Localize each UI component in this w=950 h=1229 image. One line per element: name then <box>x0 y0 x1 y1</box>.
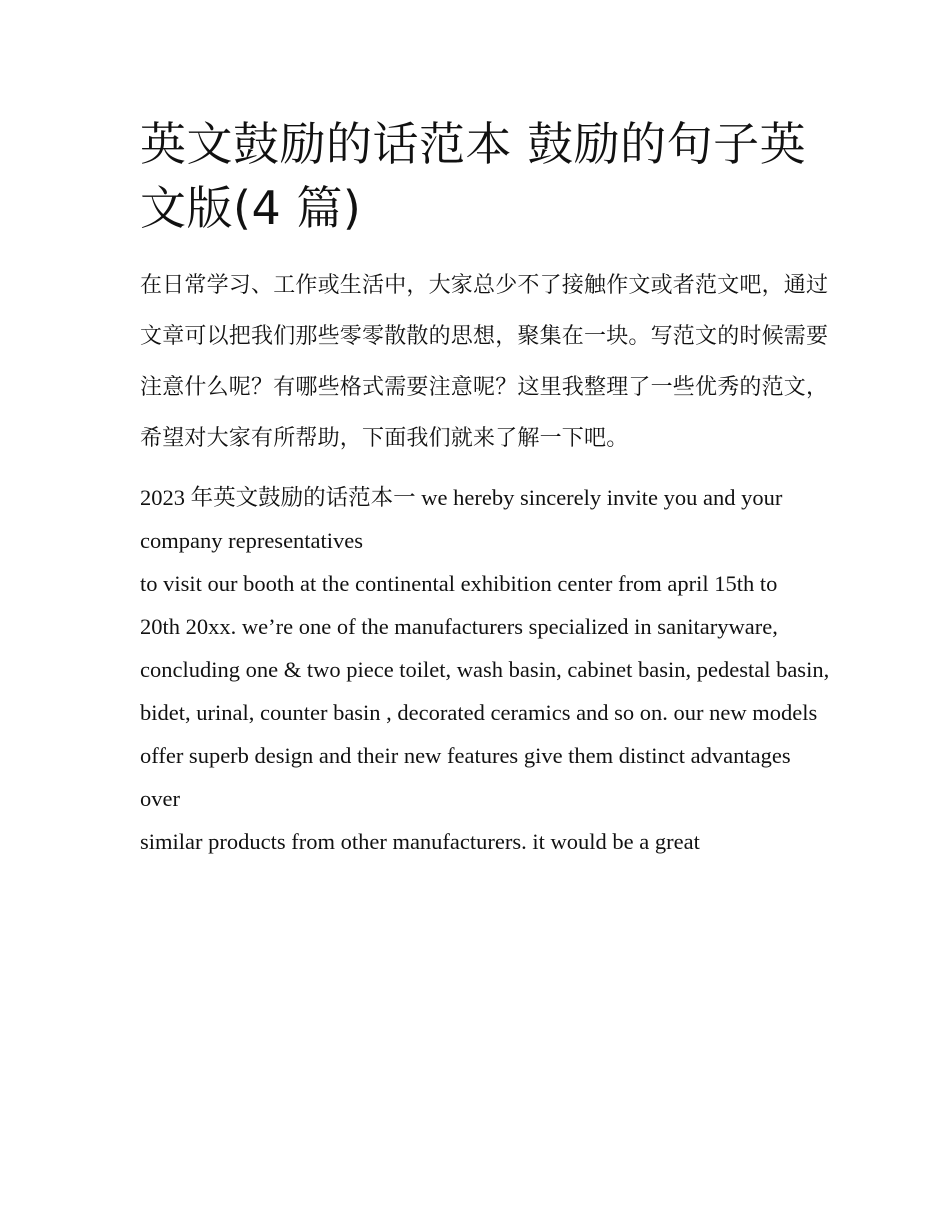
body-line: offer superb design and their new features give them distinct advantages over <box>140 743 791 811</box>
intro-paragraph: 在日常学习、工作或生活中，大家总少不了接触作文或者范文吧，通过文章可以把我们那些零零散散的思想，聚集在一块。写范文的时候需要注意什么呢？有哪些格式需要注意呢？这里我整理了一些优秀的范文，希望对大家有所帮助，下面我们就来了解一下吧。 <box>140 273 829 451</box>
body-line: to visit our booth at the continental exhibition center from april 15th to <box>140 571 778 596</box>
body-line: concluding one & two piece toilet, wash basin, cabinet basin, pedestal basin, <box>140 657 830 682</box>
body-line: similar products from other manufacturers. it would be a great <box>140 829 700 854</box>
document-page <box>140 112 830 863</box>
body-line: 20th 20xx. we’re one of the manufacturers specialized in sanitaryware, <box>140 614 778 639</box>
body-line: 2023 年英文鼓励的话范本一 we hereby sincerely invite you and your company representatives <box>140 485 783 553</box>
body-line: bidet, urinal, counter basin , decorated ceramics and so on. our new models <box>140 700 818 725</box>
body-text <box>140 476 830 863</box>
document-title: 英文鼓励的话范本 鼓励的句子英文版(4 篇) <box>140 117 807 235</box>
